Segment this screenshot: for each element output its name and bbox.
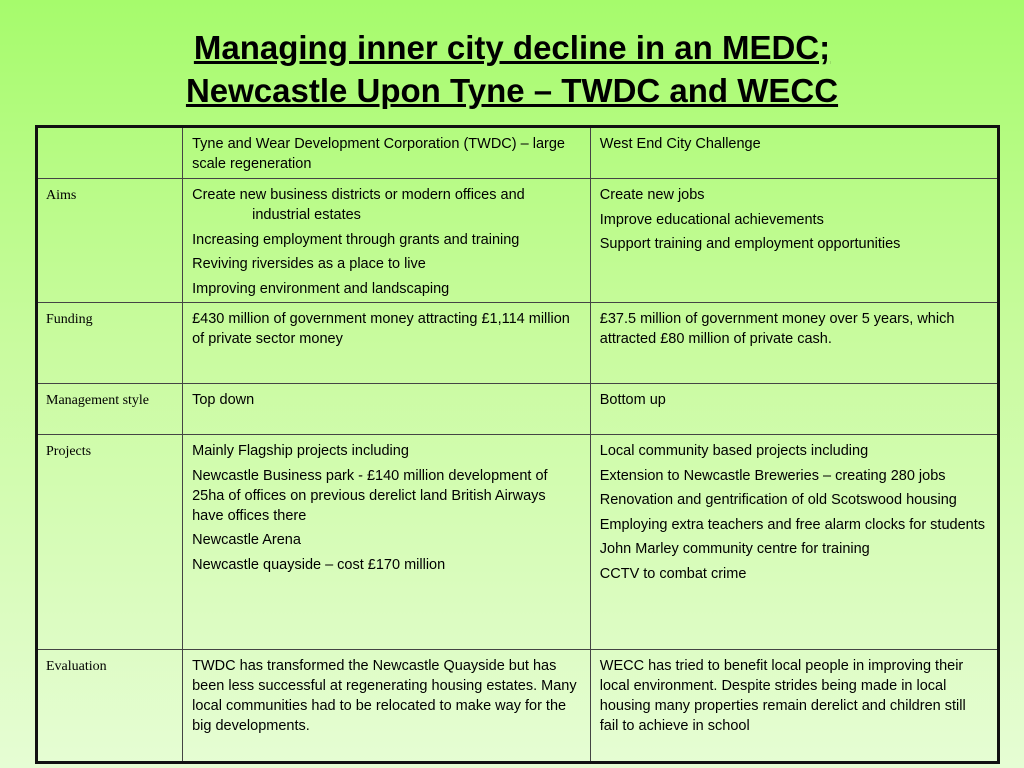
evaluation-wecc-cell xyxy=(590,650,998,763)
slide-title xyxy=(0,26,1024,112)
evaluation-twdc-text: TWDC has transformed the Newcastle Quayside but has been less successful at regenerating housing estates. Many local communities had to be relocated to make way for the big developments. xyxy=(192,658,577,734)
header-row xyxy=(37,127,999,179)
management-wecc-cell xyxy=(590,384,998,435)
management-twdc-text: Top down xyxy=(192,392,255,408)
evaluation-twdc-cell xyxy=(183,650,591,763)
aims-twdc-line: Increasing employment through grants and training xyxy=(192,231,520,248)
projects-twdc-line: Newcastle quayside – cost £170 million xyxy=(192,556,446,573)
projects-wecc-line: CCTV to combat crime xyxy=(599,565,747,582)
title-line-2: Newcastle Upon Tyne – TWDC and WECC xyxy=(185,72,839,109)
title-line-1: Managing inner city decline in an MEDC; xyxy=(193,29,831,66)
aims-wecc-line: Create new jobs xyxy=(599,187,705,203)
projects-wecc-line: Extension to Newcastle Breweries – creating 280 jobs xyxy=(599,467,946,484)
projects-wecc-line: Local community based projects including xyxy=(599,443,869,459)
projects-wecc-cell xyxy=(590,435,998,650)
row-label-management-style: Management style xyxy=(37,384,183,435)
projects-twdc-cell xyxy=(183,435,591,650)
row-label-evaluation: Evaluation xyxy=(37,650,183,763)
aims-wecc-cell xyxy=(590,179,998,303)
row-label-aims: Aims xyxy=(37,179,183,303)
row-evaluation xyxy=(37,650,999,763)
projects-twdc-line: Newcastle Business park - £140 million development of 25ha of offices on previous derelict land British Airways have offices there xyxy=(192,467,548,524)
comparison-table xyxy=(35,125,1000,764)
projects-wecc-line: Renovation and gentrification of old Scotswood housing xyxy=(599,492,957,508)
header-wecc: West End City Challenge xyxy=(590,127,998,179)
aims-twdc-cell xyxy=(183,179,591,303)
projects-wecc-line: Employing extra teachers and free alarm clocks for students xyxy=(599,516,985,533)
funding-wecc-cell xyxy=(590,303,998,384)
aims-twdc-line: Create new business districts or modern offices and xyxy=(192,187,525,203)
projects-wecc-line: John Marley community centre for training xyxy=(599,541,870,557)
funding-twdc-text: £430 million of government money attracting £1,114 million of private sector money xyxy=(192,311,570,347)
management-wecc-text: Bottom up xyxy=(599,392,666,408)
aims-twdc-line: Improving environment and landscaping xyxy=(192,280,450,297)
row-aims xyxy=(37,179,999,303)
header-twdc: Tyne and Wear Development Corporation (TWDC) – large scale regeneration xyxy=(183,127,591,179)
row-funding xyxy=(37,303,999,384)
aims-twdc-line: Reviving riversides as a place to live xyxy=(192,256,426,272)
row-projects xyxy=(37,435,999,650)
aims-twdc-line: industrial estates xyxy=(252,207,361,223)
row-management-style xyxy=(37,384,999,435)
funding-wecc-text: £37.5 million of government money over 5 years, which attracted £80 million of private cash. xyxy=(599,311,955,347)
aims-wecc-line: Support training and employment opportunities xyxy=(599,236,901,252)
header-empty-cell xyxy=(37,127,183,179)
funding-twdc-cell xyxy=(183,303,591,384)
management-twdc-cell xyxy=(183,384,591,435)
row-label-funding: Funding xyxy=(37,303,183,384)
row-label-projects: Projects xyxy=(37,435,183,650)
aims-wecc-line: Improve educational achievements xyxy=(599,211,824,228)
projects-twdc-line: Mainly Flagship projects including xyxy=(192,443,409,459)
evaluation-wecc-text: WECC has tried to benefit local people in improving their local environment. Despite strides being made in local housing many properties remain derelict and children still fail to achieve in school xyxy=(599,658,966,734)
projects-twdc-line: Newcastle Arena xyxy=(192,532,301,548)
